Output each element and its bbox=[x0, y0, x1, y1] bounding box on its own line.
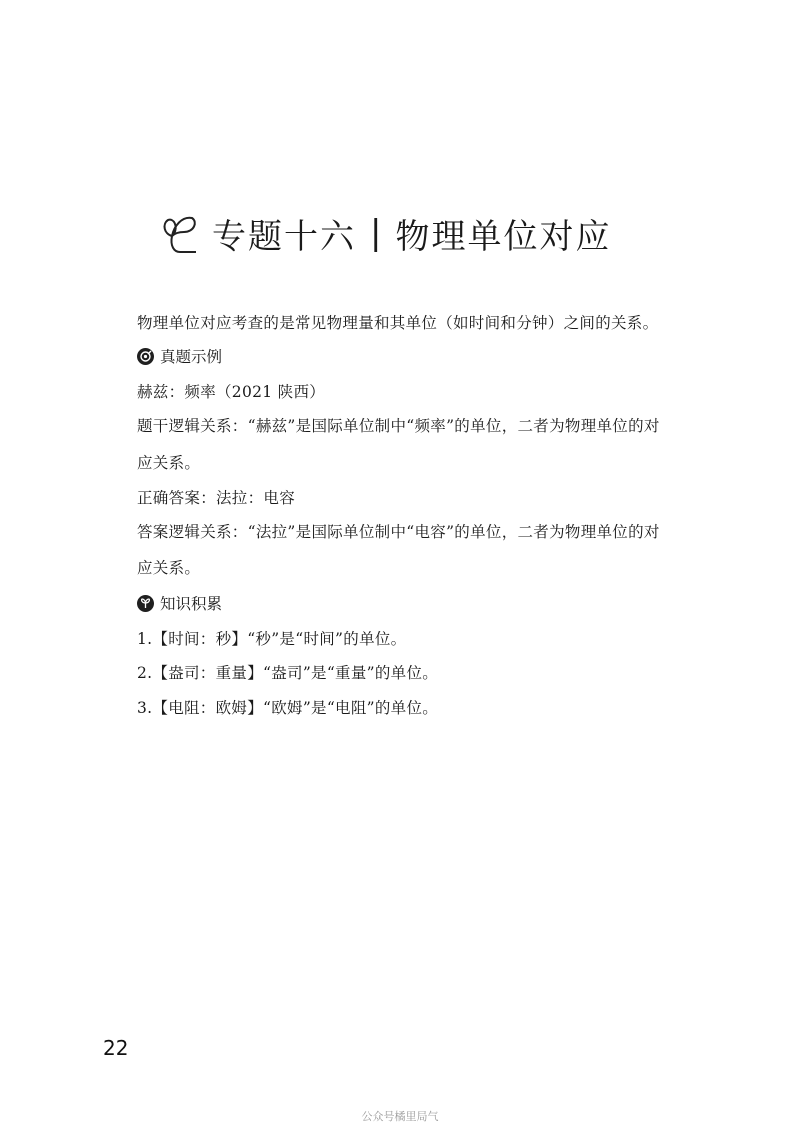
sprout-icon bbox=[160, 208, 204, 258]
answer-logic-line2: 应关系。 bbox=[137, 559, 201, 577]
example-heading-label: 真题示例 bbox=[160, 348, 223, 366]
example-heading bbox=[137, 345, 222, 367]
page-number: 22 bbox=[103, 1036, 129, 1060]
knowledge-item: 2.【盎司：重量】“盎司”是“重量”的单位。 bbox=[137, 664, 439, 682]
title-topic: 专题十六 bbox=[212, 216, 356, 257]
knowledge-item: 3.【电阻：欧姆】“欧姆”是“电阻”的单位。 bbox=[137, 699, 439, 717]
answer-logic-line1: 答案逻辑关系：“法拉”是国际单位制中“电容”的单位，二者为物理单位的对 bbox=[137, 523, 660, 541]
title-name: 物理单位对应 bbox=[395, 216, 612, 257]
example-question: 赫兹：频率（2021 陕西） bbox=[137, 383, 326, 401]
stem-logic-line2: 应关系。 bbox=[137, 454, 201, 472]
watermark: 公众号橘里局气 bbox=[361, 1110, 439, 1123]
title-separator: | bbox=[370, 213, 382, 253]
intro-text: 物理单位对应考查的是常见物理量和其单位（如时间和分钟）之间的关系。 bbox=[137, 314, 659, 332]
correct-answer: 正确答案：法拉：电容 bbox=[137, 489, 296, 507]
knowledge-item: 1.【时间：秒】“秒”是“时间”的单位。 bbox=[137, 630, 407, 648]
page-title bbox=[160, 203, 611, 263]
knowledge-heading-label: 知识积累 bbox=[160, 595, 223, 613]
stem-logic-line1: 题干逻辑关系：“赫兹”是国际单位制中“频率”的单位，二者为物理单位的对 bbox=[137, 417, 660, 435]
knowledge-heading bbox=[137, 592, 222, 614]
sprout-badge-icon bbox=[137, 595, 154, 612]
target-icon bbox=[137, 348, 154, 365]
